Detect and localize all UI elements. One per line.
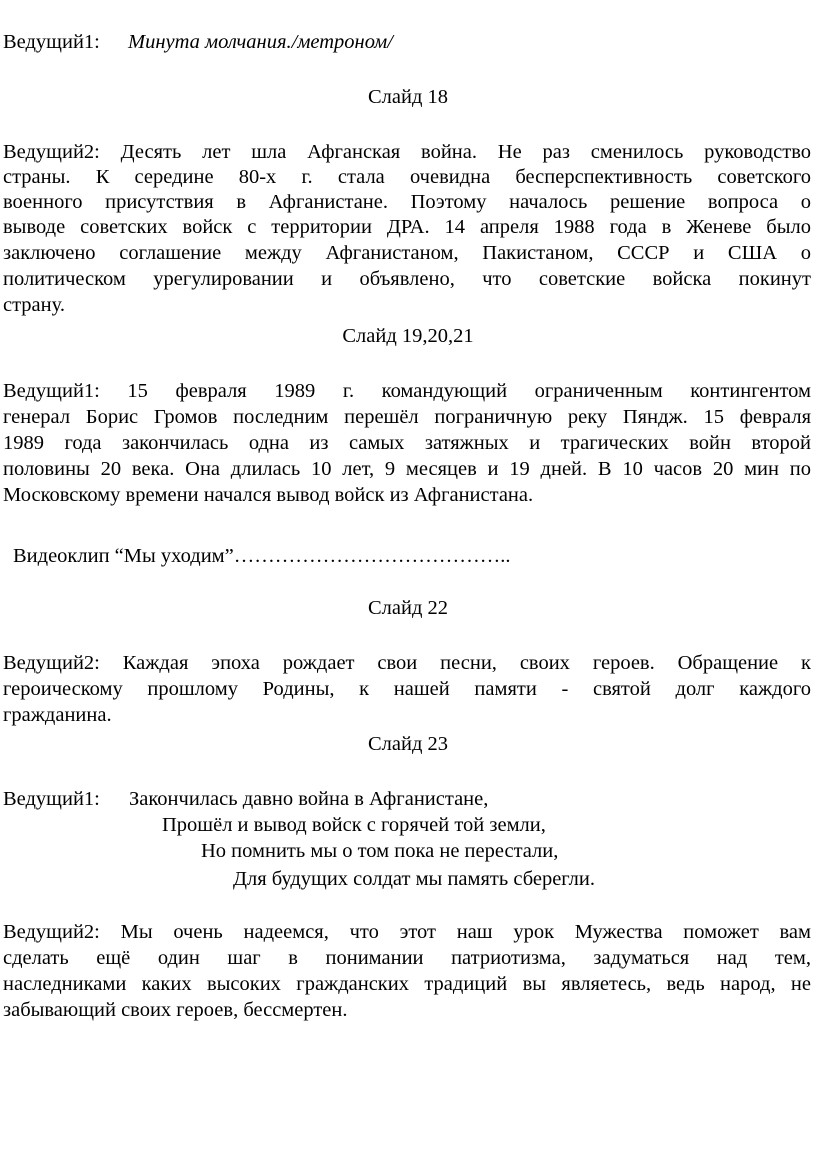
paragraph-line: генерал Борис Громов последним перешёл пограничную реку Пяндж. 15 февраля [3,406,811,428]
paragraph-line: гражданина. [3,704,112,726]
paragraph-line: 1989 года закончилась одна из самых затяжных и трагических войн второй [3,432,811,454]
slide-heading: Слайд 22 [367,597,449,619]
paragraph-line: Ведущий2: Каждая эпоха рождает свои песни, своих героев. Обращение к [3,652,811,674]
paragraph-line: выводе советских войск с территории ДРА. 14 апреля 1988 года в Женеве было [3,216,811,238]
poem-line: Но помнить мы о том пока не перестали, [201,840,559,862]
slide-heading: Слайд 19,20,21 [342,325,474,347]
stage-direction: Минута молчания./метроном/ [128,31,393,53]
paragraph-line: заключено соглашение между Афганистаном, Пакистаном, СССР и США о [3,242,811,264]
paragraph-line: сделать ещё один шаг в понимании патриотизма, задуматься над тем, [3,947,811,969]
poem-line: Для будущих солдат мы память сберегли. [233,868,596,890]
poem-line: Закончилась давно война в Афганистане, [129,788,489,810]
speaker-label: Ведущий1: [3,788,100,810]
paragraph-line: Московскому времени начался вывод войск из Афганистана. [3,484,534,506]
slide-heading: Слайд 23 [367,733,449,755]
poem-line: Прошёл и вывод войск с горячей той земли, [162,814,546,836]
paragraph-line: политическом урегулировании и объявлено, что советские войска покинут [3,268,811,290]
paragraph-line: Ведущий1: 15 февраля 1989 г. командующий ограниченным контингентом [3,380,811,402]
paragraph-line: наследниками каких высоких гражданских традиций вы являетесь, ведь народ, не [3,973,811,995]
paragraph-line: военного присутствия в Афганистане. Поэтому началось решение вопроса о [3,191,811,213]
video-clip-note: Видеоклип “Мы уходим”………………………………….. [13,545,511,567]
speaker-label: Ведущий1: [3,31,100,53]
paragraph-line: страны. К середине 80-х г. стала очевидна бесперспективность советского [3,166,811,188]
paragraph-line: героическому прошлому Родины, к нашей памяти - святой долг каждого [3,678,811,700]
paragraph-line: половины 20 века. Она длилась 10 лет, 9 месяцев и 19 дней. В 10 часов 20 мин по [3,458,811,480]
paragraph-line: страну. [3,294,65,316]
paragraph-line: Ведущий2: Десять лет шла Афганская война. Не раз сменилось руководство [3,141,811,163]
paragraph-line: Ведущий2: Мы очень надеемся, что этот наш урок Мужества поможет вам [3,921,811,943]
paragraph-line: забывающий своих героев, бессмертен. [3,999,348,1021]
slide-heading: Слайд 18 [367,86,449,108]
